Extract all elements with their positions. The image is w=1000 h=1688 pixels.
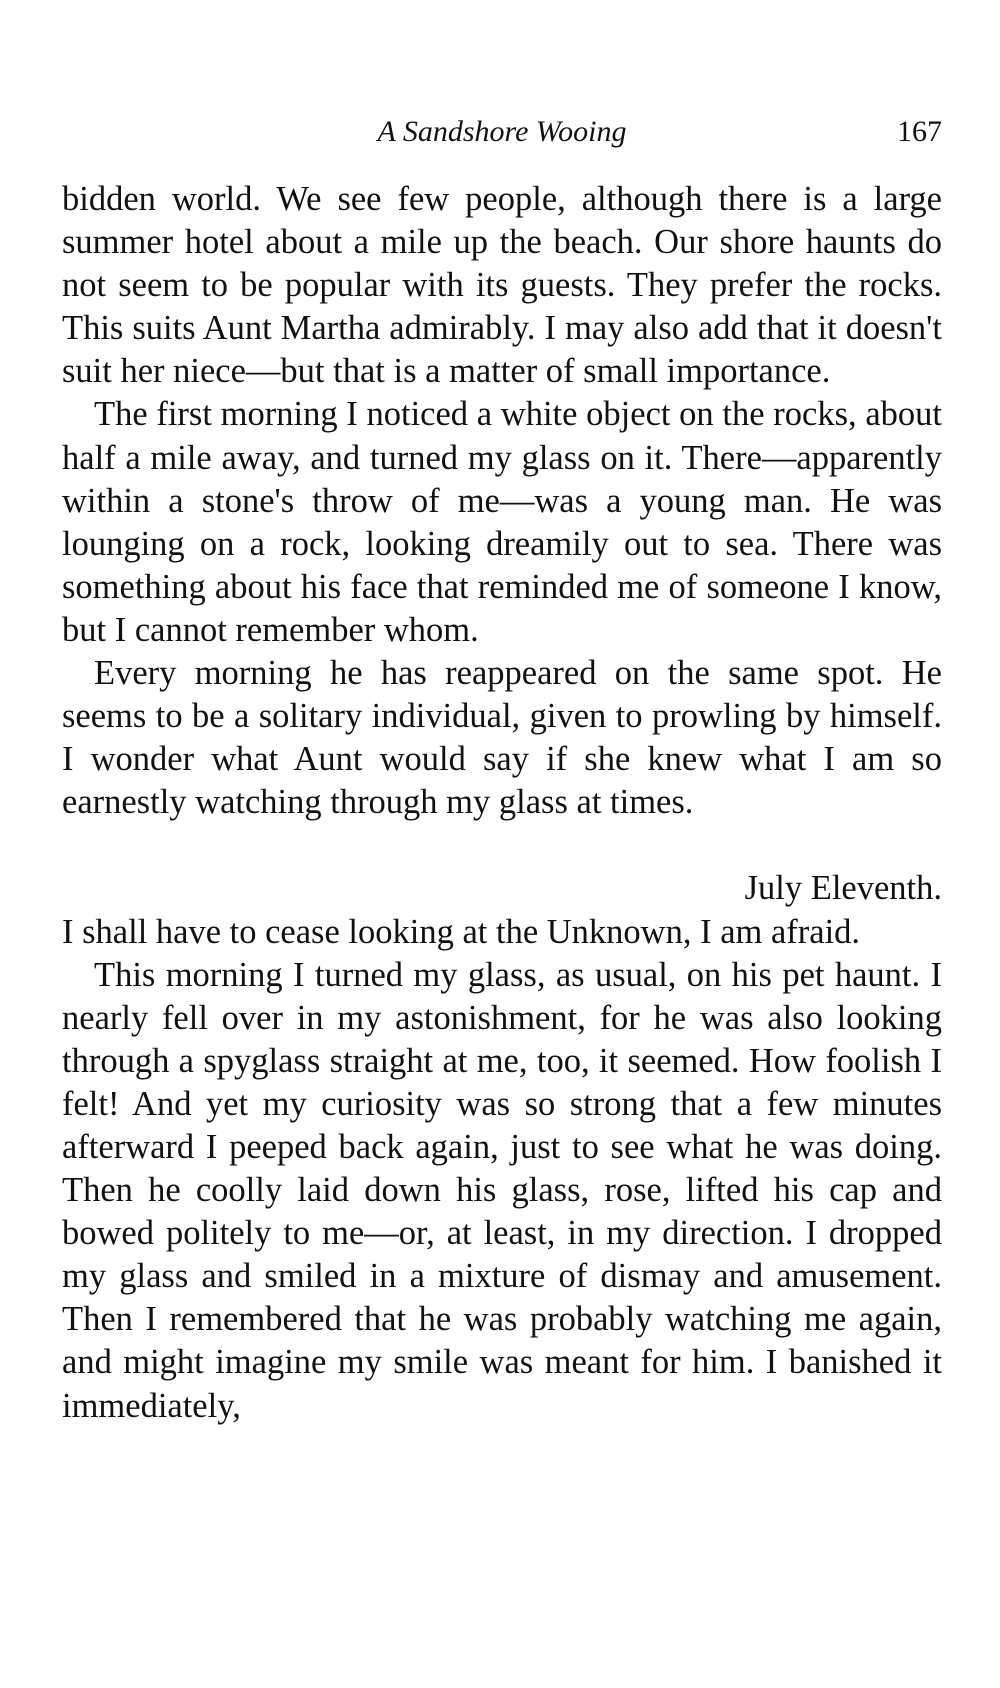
- paragraph-3: Every morning he has reappeared on the same spot. He seems to be a solitary individual, given to prowling by himself. I wonder what Aunt would say if she knew what I am so earnestly watching through my glass at times.: [62, 654, 942, 822]
- running-head: [62, 112, 942, 152]
- dateline: July Eleventh.: [744, 869, 942, 908]
- paragraph-1: bidden world. We see few people, although there is a large summer hotel about a mile up the beach. Our shore haunts do not seem to be popular with its guests. They prefer the rocks. This suits Aunt Martha admirably. I may also add that it doesn't suit her niece—but that is a matter of small importance.: [62, 180, 942, 391]
- paragraph-2: The first morning I noticed a white object on the rocks, about half a mile away, and turned my glass on it. There—apparently within a stone's throw of me—was a young man. He was lounging on a rock, looking dreamily out to sea. There was something about his face that reminded me of someone I know, but I cannot remember whom.: [62, 395, 942, 649]
- page-number: 167: [897, 115, 942, 148]
- body-text: [62, 178, 942, 1428]
- paragraph-4: I shall have to cease looking at the Unknown, I am afraid.: [62, 912, 861, 951]
- section-gap: [62, 824, 942, 867]
- paragraph-5: This morning I turned my glass, as usual, on his pet haunt. I nearly fell over in my astonishment, for he was also looking through a spyglass straight at me, too, it seemed. How foolish I felt! And yet my curiosity was so strong that a few minutes afterward I peeped back again, just to see what he was doing. Then he coolly laid down his glass, rose, lifted his cap and bowed politely to me—or, at least, in my direction. I dropped my glass and smiled in a mixture of dismay and amusement. Then I remembered that he was probably watching me again, and might imagine my smile was meant for him. I banished it immediately,: [62, 955, 942, 1425]
- running-title: A Sandshore Wooing: [377, 115, 627, 148]
